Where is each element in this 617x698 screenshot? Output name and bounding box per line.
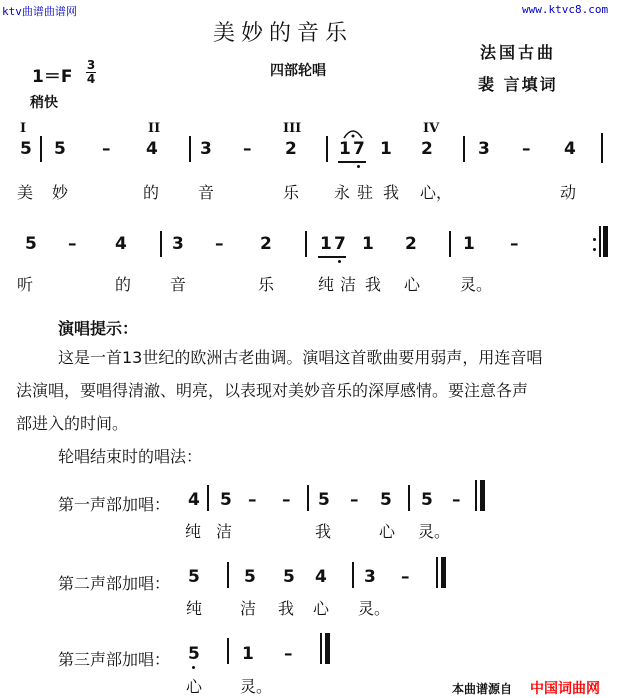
barline — [305, 231, 307, 257]
note: – — [284, 644, 293, 664]
note: 4 — [146, 139, 158, 159]
part-marker-2: II — [148, 121, 161, 136]
note: – — [350, 490, 359, 510]
note: – — [243, 139, 252, 159]
barline — [189, 136, 191, 162]
ending-heading: 轮唱结束时的唱法： — [58, 447, 203, 466]
lyricist: 裴 言填词 — [478, 75, 558, 94]
note: 2 — [405, 234, 417, 254]
note: 5 — [318, 490, 330, 510]
part-marker-4: IV — [423, 121, 440, 136]
note: 5 — [25, 234, 37, 254]
barline — [307, 485, 309, 511]
barline — [227, 638, 229, 664]
lyric: 驻 — [357, 183, 374, 202]
low-octave-dot — [357, 165, 360, 168]
lyric: 洁 — [240, 599, 257, 618]
note: 5 — [380, 490, 392, 510]
lyric: 心 — [313, 599, 330, 618]
lyric: 妙 — [52, 183, 69, 202]
low-octave-dot — [192, 666, 195, 669]
barline — [160, 231, 162, 257]
final-barline — [325, 633, 330, 664]
note: 5 — [244, 567, 256, 587]
lyric: 纯 — [186, 599, 203, 618]
barline — [449, 231, 451, 257]
site-watermark: 中国词曲网 — [530, 681, 600, 697]
low-octave-dot — [338, 260, 341, 263]
note: – — [510, 234, 519, 254]
barline — [227, 562, 229, 588]
tips-paragraph-line-3: 部进入的时间。 — [16, 414, 129, 433]
note: – — [102, 139, 111, 159]
note: 5 — [283, 567, 295, 587]
lyric: 纯 — [185, 522, 202, 541]
part-marker-1: I — [20, 121, 27, 136]
eighth-beam — [338, 161, 366, 163]
final-barline — [603, 226, 608, 257]
barline — [207, 485, 209, 511]
note: 3 — [200, 139, 212, 159]
barline — [601, 133, 603, 163]
lyric: 纯 — [318, 275, 335, 294]
lyric: 灵。 — [240, 677, 273, 696]
note: – — [401, 567, 410, 587]
note: 2 — [421, 139, 433, 159]
subtitle: 四部轮唱 — [270, 63, 326, 79]
note: – — [522, 139, 531, 159]
lyric: 美 — [17, 183, 34, 202]
lyric: 灵。 — [460, 275, 493, 294]
lyric: 音 — [170, 275, 187, 294]
repeat-dot — [593, 238, 596, 241]
lyric: 乐 — [283, 183, 300, 202]
barline — [320, 633, 322, 664]
lyric: 我 — [383, 183, 400, 202]
lyric: 心 — [379, 522, 396, 541]
barline — [40, 136, 42, 162]
final-barline — [480, 480, 485, 511]
note: 1 — [242, 644, 254, 664]
tempo: 稍快 — [30, 95, 58, 111]
watermark-right: www.ktvc8.com — [522, 3, 609, 16]
eighth-beam — [318, 256, 346, 258]
note: 5 — [188, 644, 200, 664]
lyric: 洁 — [216, 522, 233, 541]
ending-label: 第二声部加唱： — [58, 574, 171, 593]
barline — [475, 480, 477, 511]
note: – — [248, 490, 257, 510]
tips-paragraph-line-1: 这是一首13世纪的欧洲古老曲调。演唱这首歌曲要用弱声，用连音唱 — [58, 348, 543, 367]
lyric: 我 — [278, 599, 295, 618]
song-title: 美妙的音乐 — [213, 21, 354, 46]
tips-heading: 演唱提示： — [58, 319, 139, 338]
lyric: 我 — [315, 522, 332, 541]
lyric: 乐 — [258, 275, 275, 294]
note: 3 — [364, 567, 376, 587]
barline — [352, 562, 354, 588]
note: – — [215, 234, 224, 254]
note: – — [452, 490, 461, 510]
source-note: 本曲谱源自 — [452, 682, 513, 696]
repeat-dot — [593, 248, 596, 251]
part-marker-3: III — [283, 121, 302, 136]
barline — [326, 136, 328, 162]
time-signature — [86, 60, 96, 85]
note: 5 — [421, 490, 433, 510]
lyric: 我 — [365, 275, 382, 294]
note: 3 — [478, 139, 490, 159]
barline — [463, 136, 465, 162]
lyric: 心， — [420, 183, 453, 202]
ending-label: 第三声部加唱： — [58, 650, 171, 669]
lyric: 音 — [198, 183, 215, 202]
time-denominator: 4 — [86, 72, 96, 86]
watermark-left: ktv曲谱曲谱网 — [2, 5, 77, 18]
note: 4 — [315, 567, 327, 587]
note: 5 — [20, 139, 32, 159]
lyric: 洁 — [340, 275, 357, 294]
time-numerator: 3 — [86, 58, 96, 72]
note: 4 — [115, 234, 127, 254]
note: 1 — [463, 234, 475, 254]
barline — [599, 226, 601, 257]
barline — [436, 557, 438, 588]
lyric: 听 — [17, 275, 34, 294]
lyric: 的 — [143, 183, 160, 202]
final-barline — [441, 557, 446, 588]
lyric: 灵。 — [358, 599, 391, 618]
note: 2 — [285, 139, 297, 159]
note: 2 — [260, 234, 272, 254]
lyric: 心 — [186, 677, 203, 696]
note: – — [282, 490, 291, 510]
note: 4 — [564, 139, 576, 159]
note: 7 — [353, 139, 365, 159]
fermata-icon — [342, 127, 364, 139]
note: 1 — [320, 234, 332, 254]
note: 4 — [188, 490, 200, 510]
note: 5 — [220, 490, 232, 510]
lyric: 的 — [115, 275, 132, 294]
note: – — [68, 234, 77, 254]
note: 3 — [172, 234, 184, 254]
lyric: 心 — [404, 275, 421, 294]
tips-paragraph-line-2: 法演唱，要唱得清澈、明亮，以表现对美妙音乐的深厚感情。要注意各声 — [16, 381, 529, 400]
note: 5 — [188, 567, 200, 587]
lyric: 永 — [334, 183, 351, 202]
note: 5 — [54, 139, 66, 159]
note: 1 — [362, 234, 374, 254]
note: 1 — [339, 139, 351, 159]
barline — [408, 485, 410, 511]
origin: 法国古曲 — [480, 43, 557, 62]
note: 7 — [334, 234, 346, 254]
lyric: 灵。 — [418, 522, 451, 541]
note: 1 — [380, 139, 392, 159]
key-signature: 1＝F — [32, 67, 73, 87]
lyric: 动 — [560, 183, 577, 202]
ending-label: 第一声部加唱： — [58, 495, 171, 514]
